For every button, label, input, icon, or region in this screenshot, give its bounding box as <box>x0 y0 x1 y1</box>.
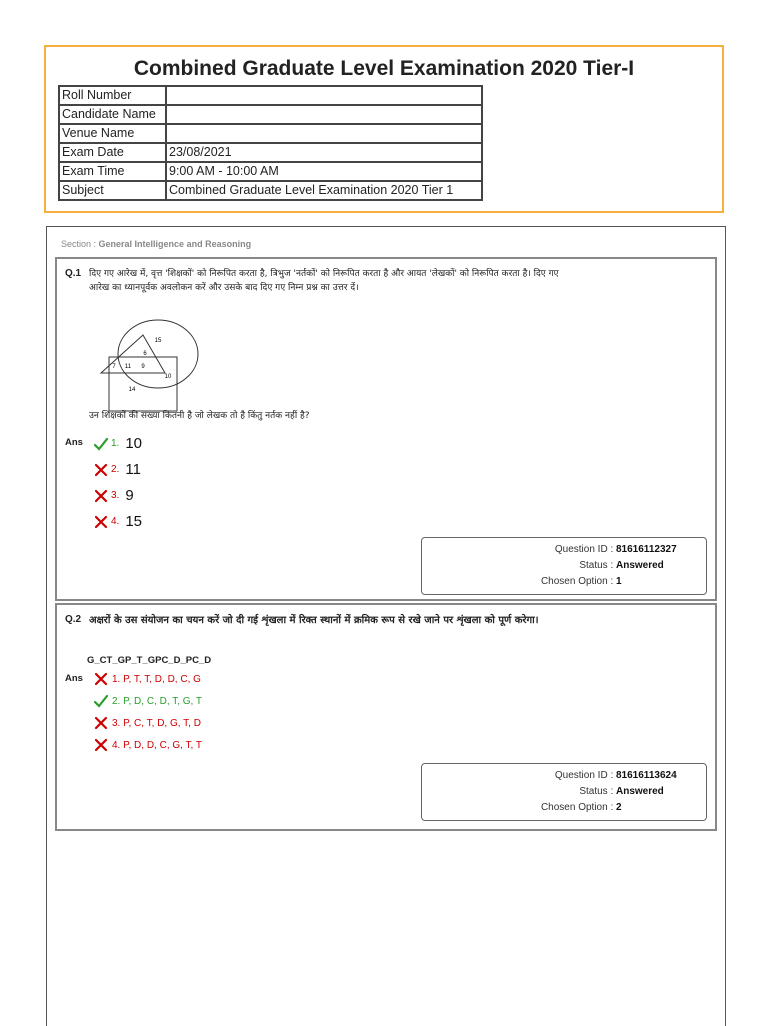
status-label: Status : <box>579 560 614 571</box>
option-4 <box>93 513 142 530</box>
info-label: Exam Time <box>59 162 166 181</box>
option-1 <box>93 435 142 452</box>
question-id-value: 81616113624 <box>616 770 677 781</box>
cross-icon <box>93 715 109 731</box>
option-2 <box>93 461 141 478</box>
option-number: 2. <box>111 464 120 475</box>
status-label: Status : <box>579 786 614 797</box>
option-value: 15 <box>125 513 143 530</box>
option-number: 4. <box>111 516 120 527</box>
info-value <box>166 124 482 143</box>
chosen-option-row <box>506 576 706 587</box>
section-name: General Intelligence and Reasoning <box>98 239 252 249</box>
info-label: Venue Name <box>59 124 166 143</box>
answer-label: Ans <box>65 673 83 684</box>
answer-label: Ans <box>65 437 83 448</box>
question-prompt: उन शिक्षकों की संख्या कितनी है जो लेखक तो है किंतु नर्तक नहीं है? <box>89 411 310 421</box>
table-row <box>59 124 482 143</box>
table-row <box>59 105 482 124</box>
table-row <box>59 86 482 105</box>
region-number: 14 <box>128 387 136 393</box>
candidate-info-table <box>58 85 483 201</box>
chosen-option-value: 2 <box>616 802 622 813</box>
section-prefix: Section : <box>61 239 99 249</box>
region-number: 15 <box>154 338 162 344</box>
chosen-option-value: 1 <box>616 576 622 587</box>
option-text: 1. P, T, T, D, D, C, G <box>112 673 201 685</box>
question-id-label: Question ID : <box>554 544 614 555</box>
option-4 <box>93 737 202 753</box>
option-3 <box>93 715 201 731</box>
option-number: 3. <box>111 490 120 501</box>
section-container <box>46 226 726 1026</box>
region-number: 11 <box>124 364 132 370</box>
status-value: Answered <box>616 786 664 797</box>
option-3 <box>93 487 134 504</box>
info-label: Exam Date <box>59 143 166 162</box>
cross-icon <box>93 737 109 753</box>
option-value: 9 <box>125 487 134 504</box>
question-id-row <box>506 770 706 781</box>
region-number: 7 <box>112 364 116 370</box>
teachers-circle <box>118 320 198 388</box>
question-number: Q.2 <box>65 614 82 625</box>
info-value: 9:00 AM - 10:00 AM <box>166 162 482 181</box>
cross-icon <box>93 514 109 530</box>
question-1-box <box>55 257 717 601</box>
option-text: 4. P, D, D, C, G, T, T <box>112 739 203 751</box>
region-number: 9 <box>141 364 145 370</box>
cross-icon <box>93 488 109 504</box>
cross-icon <box>93 462 109 478</box>
status-row <box>506 786 706 797</box>
table-row <box>59 143 482 162</box>
info-label: Subject <box>59 181 166 200</box>
region-number: 6 <box>143 351 147 357</box>
info-value: 23/08/2021 <box>166 143 482 162</box>
question-text: दिए गए आरेख में, वृत्त 'शिक्षकों' को निरूपित करता है, त्रिभुज 'नर्तकों' को निरूपित करता है और आयत 'लेखकों' को निरूपित करता है। दिए गए आरेख का ध्यानपूर्वक अवलोकन करें और उसके बाद दिए गए निम्न प्रश्न का उत्तर दें। <box>89 269 559 293</box>
exam-header <box>44 45 724 213</box>
option-2 <box>93 693 202 709</box>
check-icon <box>93 436 109 452</box>
question-id-value: 81616112327 <box>616 544 677 555</box>
cross-icon <box>93 671 109 687</box>
question-meta-box <box>421 763 707 821</box>
option-value: 10 <box>125 435 143 452</box>
option-1 <box>93 671 201 687</box>
option-value: 11 <box>125 461 141 478</box>
question-id-label: Question ID : <box>554 770 614 781</box>
table-row <box>59 181 482 200</box>
status-value: Answered <box>616 560 664 571</box>
option-text: 2. P, D, C, D, T, G, T <box>112 695 203 707</box>
status-row <box>506 560 706 571</box>
exam-title: Combined Graduate Level Examination 2020 Tier-I <box>133 57 635 80</box>
question-id-row <box>506 544 706 555</box>
chosen-option-row <box>506 802 706 813</box>
chosen-option-label: Chosen Option : <box>540 576 614 587</box>
letter-series: G_CT_GP_T_GPC_D_PC_D <box>87 655 212 666</box>
chosen-option-label: Chosen Option : <box>540 802 614 813</box>
section-label <box>61 239 251 249</box>
region-number: 10 <box>164 374 172 380</box>
question-number: Q.1 <box>65 268 82 279</box>
option-number: 1. <box>111 438 120 449</box>
question-2-box <box>55 603 717 831</box>
venn-diagram <box>95 317 205 417</box>
info-label: Roll Number <box>59 86 166 105</box>
table-row <box>59 162 482 181</box>
info-value: Combined Graduate Level Examination 2020 Tier 1 <box>166 181 482 200</box>
check-icon <box>93 693 109 709</box>
info-value <box>166 86 482 105</box>
info-value <box>166 105 482 124</box>
question-meta-box <box>421 537 707 595</box>
info-label: Candidate Name <box>59 105 166 124</box>
option-text: 3. P, C, T, D, G, T, D <box>112 717 201 729</box>
question-text: अक्षरों के उस संयोजन का चयन करें जो दी गई शृंखला में रिक्त स्थानों में क्रमिक रूप से रखे जाने पर शृंखला को पूर्ण करेगा। <box>89 615 539 626</box>
